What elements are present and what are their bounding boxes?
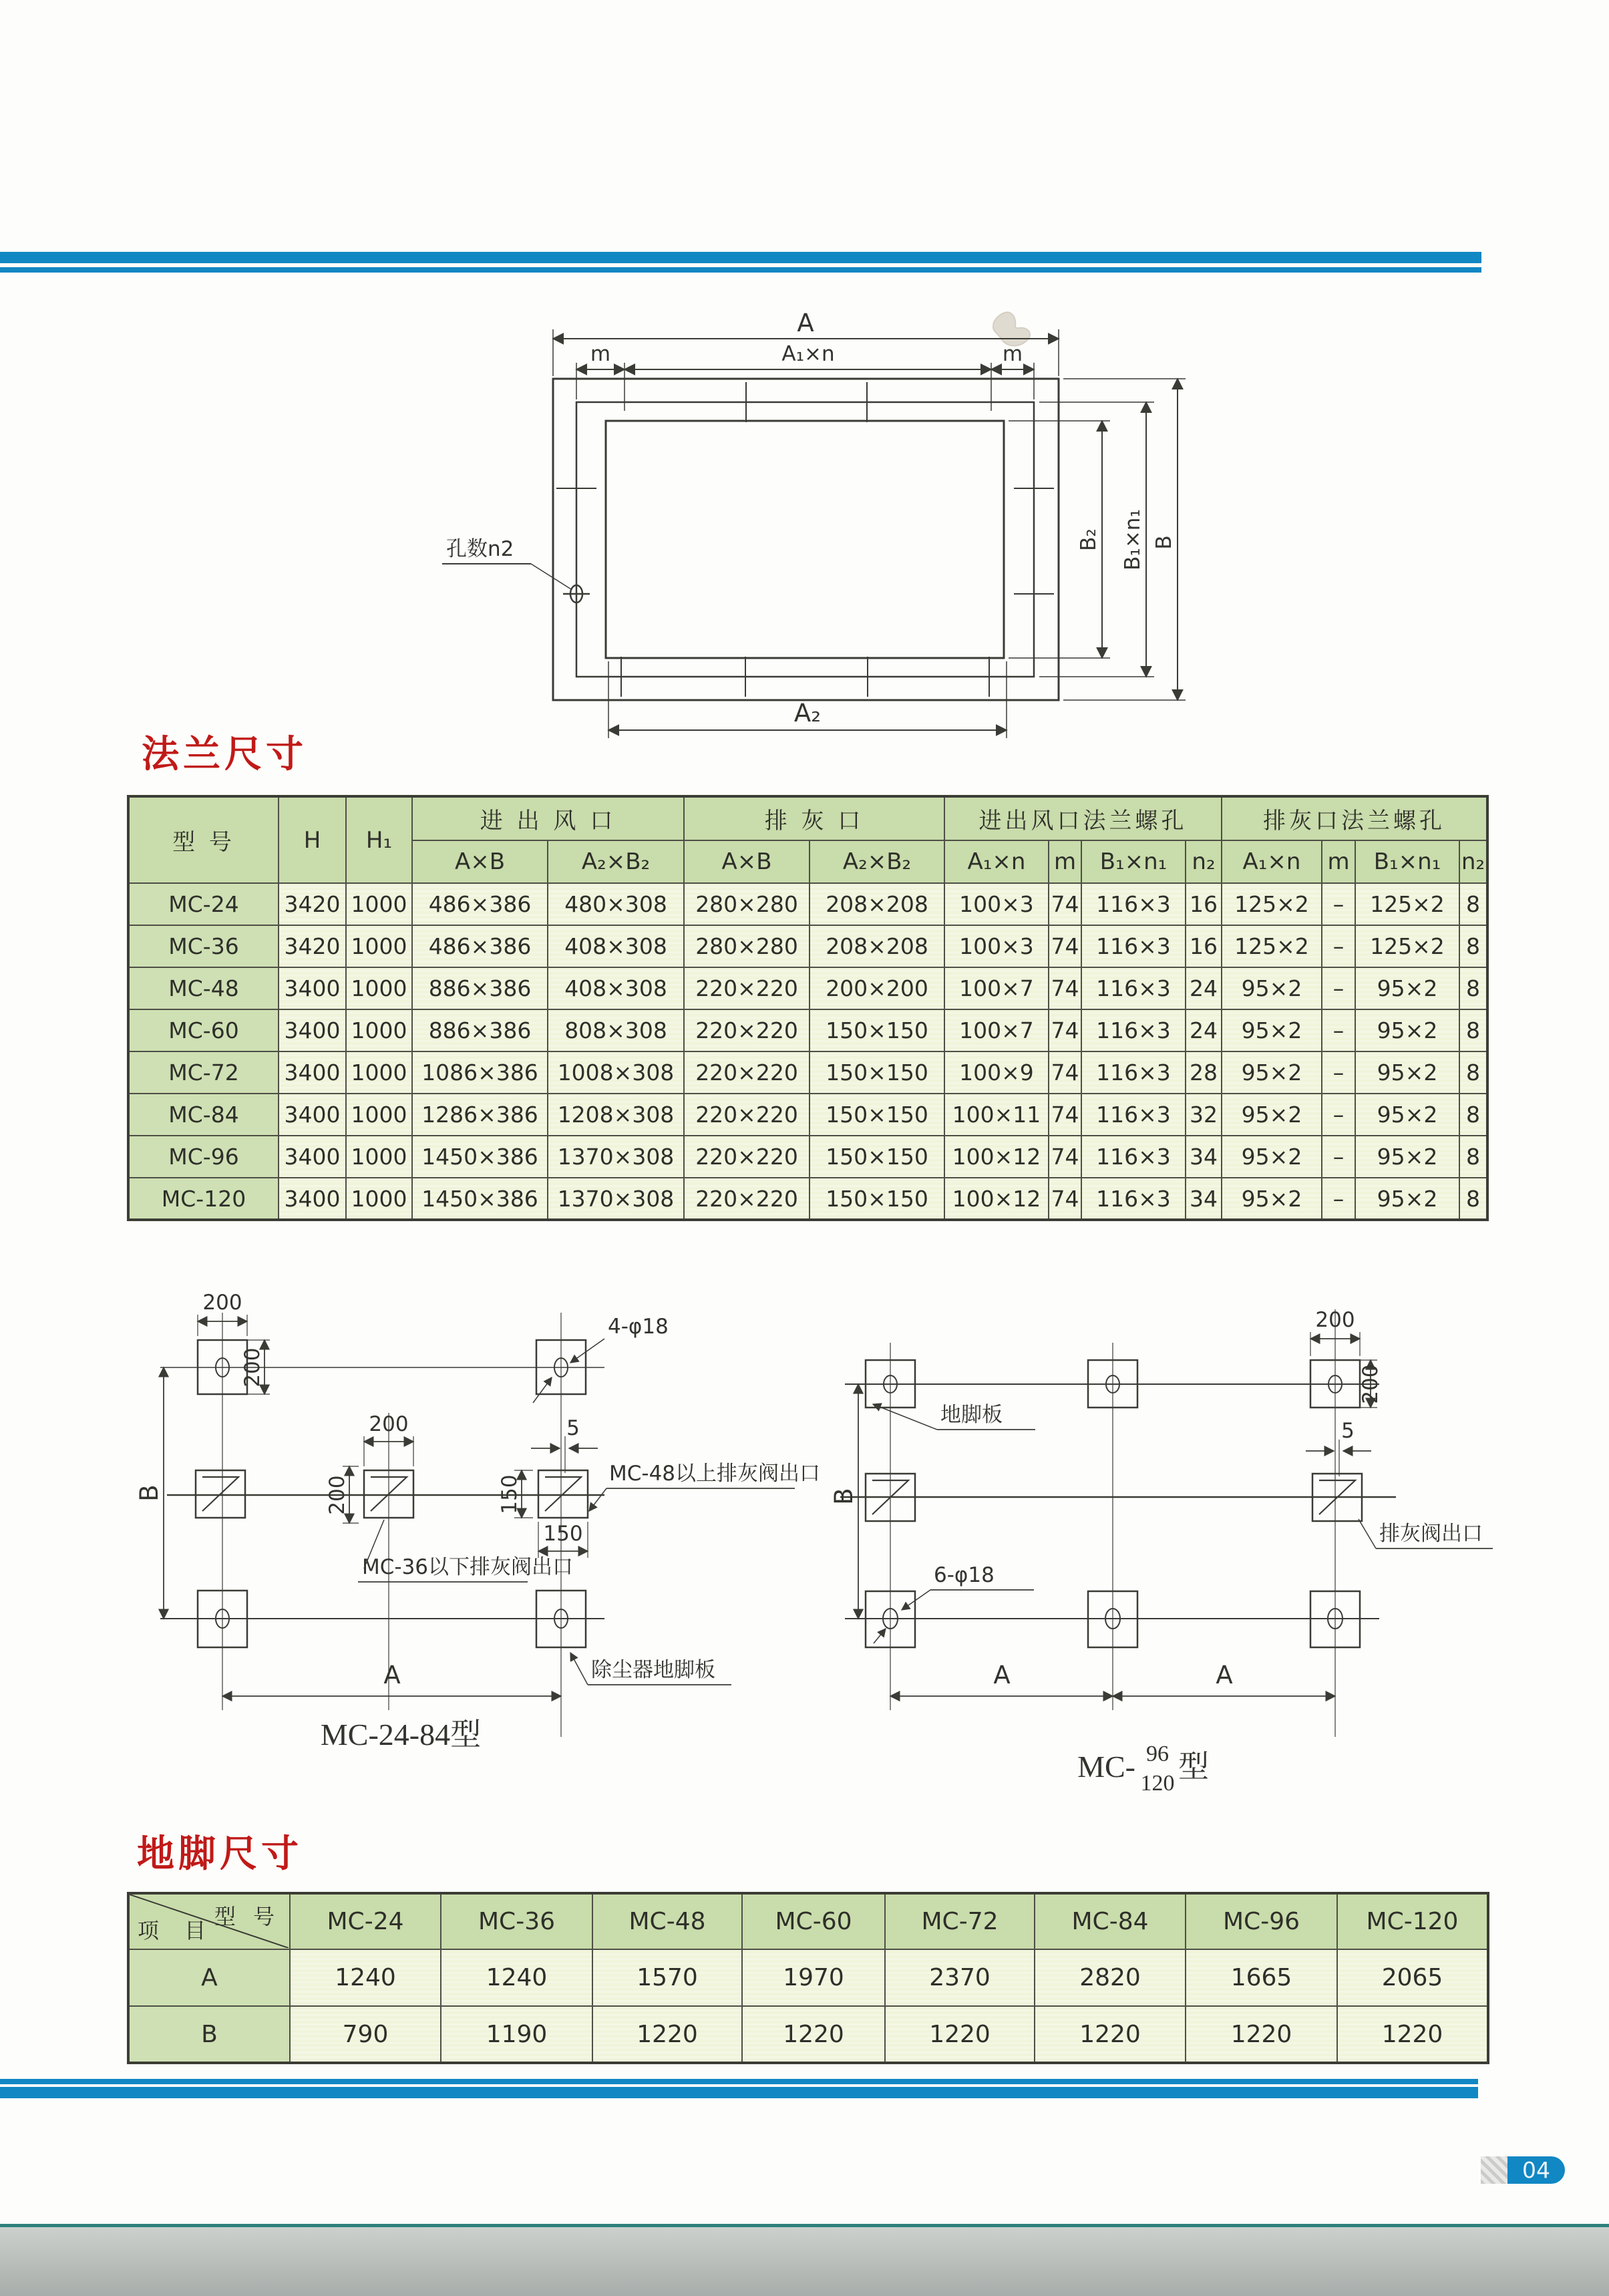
value-cell: 808×308 [548, 1009, 684, 1051]
value-cell: – [1322, 1051, 1355, 1094]
subcol-A1n-2: A₁×n [1222, 840, 1322, 883]
model-cell: MC-84 [128, 1094, 279, 1136]
value-cell: 8 [1459, 1051, 1487, 1094]
value-cell: 100×12 [944, 1178, 1049, 1220]
group-header-inlet-bolt: 进出风口法兰螺孔 [944, 796, 1222, 840]
flange-diagram [401, 281, 1236, 775]
value-cell: 8 [1459, 1178, 1487, 1220]
value-cell: 100×7 [944, 967, 1049, 1009]
value-cell: 3400 [279, 1094, 346, 1136]
dim-label-B: B [1152, 535, 1176, 550]
value-cell: 95×2 [1222, 967, 1322, 1009]
flange-table-body [128, 883, 1487, 1220]
subcol-AxB-2: A×B [684, 840, 810, 883]
col-header-H1: H₁ [346, 796, 412, 883]
value-cell: 95×2 [1222, 1178, 1322, 1220]
value-cell: 1220 [592, 2006, 742, 2063]
flange-table-row [128, 967, 1487, 1009]
dim-200: 200 [202, 1291, 242, 1315]
value-cell: 74 [1049, 883, 1081, 925]
value-cell: 1000 [346, 1009, 412, 1051]
value-cell: 125×2 [1355, 925, 1459, 967]
value-cell: 1286×386 [412, 1094, 548, 1136]
value-cell: 486×386 [412, 883, 548, 925]
dim-5: 5 [566, 1416, 580, 1440]
dim-A: A [993, 1661, 1011, 1689]
value-cell: 208×208 [810, 883, 944, 925]
dim-B: B [830, 1488, 858, 1505]
dim-200: 200 [325, 1475, 349, 1515]
value-cell: 32 [1186, 1094, 1222, 1136]
value-cell: 116×3 [1081, 967, 1186, 1009]
value-cell: 8 [1459, 967, 1487, 1009]
page-number-badge [1481, 2156, 1565, 2184]
subcol-m-1: m [1049, 840, 1081, 883]
value-cell: – [1322, 1009, 1355, 1051]
value-cell: 220×220 [684, 1178, 810, 1220]
corner-label-model: 型 号 [214, 1904, 280, 1929]
page-edge-shadow [0, 2227, 1609, 2296]
value-cell: 95×2 [1222, 1094, 1322, 1136]
value-cell: 1220 [1035, 2006, 1186, 2063]
dust-foot-plate-label: 除尘器地脚板 [591, 1658, 715, 1682]
corner-cell [128, 1893, 290, 1949]
value-cell: 220×220 [684, 1009, 810, 1051]
dim-200: 200 [1359, 1364, 1383, 1404]
value-cell: 3400 [279, 1136, 346, 1178]
value-cell: 3400 [279, 1051, 346, 1094]
dim-label-A2: A₂ [793, 699, 822, 727]
foundation-diagrams [134, 1269, 1536, 1804]
hole-spec-label: 6-φ18 [934, 1563, 995, 1587]
value-cell: 125×2 [1222, 925, 1322, 967]
model-cell: MC-48 [128, 967, 279, 1009]
flange-header-row-1 [128, 796, 1487, 840]
diagram-mc24-84 [135, 1291, 820, 1752]
flange-table-row [128, 1136, 1487, 1178]
value-cell: 2065 [1337, 1949, 1488, 2006]
flange-table [127, 795, 1489, 1221]
value-cell: 34 [1186, 1136, 1222, 1178]
value-cell: 408×308 [548, 925, 684, 967]
flange-table-row [128, 1094, 1487, 1136]
value-cell: 3400 [279, 967, 346, 1009]
value-cell: 8 [1459, 925, 1487, 967]
left-diagram-caption: MC-24-84型 [320, 1717, 482, 1752]
value-cell: 8 [1459, 1136, 1487, 1178]
subcol-AxB-1: A×B [412, 840, 548, 883]
top-stripe-thin [0, 267, 1481, 273]
value-cell: 150×150 [810, 1094, 944, 1136]
value-cell: 1665 [1186, 1949, 1337, 2006]
col-mc96: MC-96 [1186, 1893, 1337, 1949]
value-cell: 100×9 [944, 1051, 1049, 1094]
value-cell: 280×280 [684, 883, 810, 925]
value-cell: 2820 [1035, 1949, 1186, 2006]
value-cell: 28 [1186, 1051, 1222, 1094]
value-cell: 220×220 [684, 1136, 810, 1178]
value-cell: 74 [1049, 967, 1081, 1009]
right-caption-suffix: 型 [1178, 1750, 1209, 1784]
value-cell: 100×11 [944, 1094, 1049, 1136]
value-cell: – [1322, 1136, 1355, 1178]
value-cell: 95×2 [1355, 1094, 1459, 1136]
bottom-stripe-thick [0, 2087, 1478, 2098]
value-cell: 116×3 [1081, 925, 1186, 967]
dim-label-A1n: A₁×n [781, 342, 835, 366]
value-cell: 95×2 [1355, 1136, 1459, 1178]
value-cell: 220×220 [684, 967, 810, 1009]
mc36-valve-label: MC-36以下排灰阀出口 [362, 1555, 574, 1579]
model-cell: MC-120 [128, 1178, 279, 1220]
flange-table-row [128, 1009, 1487, 1051]
value-cell: 3400 [279, 1009, 346, 1051]
value-cell: 95×2 [1222, 1136, 1322, 1178]
right-caption-prefix: MC- [1077, 1750, 1135, 1784]
value-cell: 1450×386 [412, 1136, 548, 1178]
subcol-B1n1-1: B₁×n₁ [1081, 840, 1186, 883]
value-cell: 74 [1049, 1051, 1081, 1094]
value-cell: 8 [1459, 1094, 1487, 1136]
hole-count-label: 孔数n2 [446, 537, 514, 561]
value-cell: 1086×386 [412, 1051, 548, 1094]
value-cell: 74 [1049, 1009, 1081, 1051]
value-cell: 24 [1186, 1009, 1222, 1051]
value-cell: 1000 [346, 1094, 412, 1136]
value-cell: 34 [1186, 1178, 1222, 1220]
value-cell: 3400 [279, 1178, 346, 1220]
flange-table-row [128, 1178, 1487, 1220]
foundation-header-row [128, 1893, 1488, 1949]
right-caption-bottom: 120 [1140, 1771, 1175, 1796]
value-cell: 1240 [290, 1949, 441, 2006]
dim-label-m-right: m [1002, 342, 1023, 366]
foundation-table [127, 1892, 1489, 2064]
subcol-n2-2: n₂ [1459, 840, 1487, 883]
value-cell: 95×2 [1355, 1009, 1459, 1051]
value-cell: 150×150 [810, 1009, 944, 1051]
value-cell: 1000 [346, 1051, 412, 1094]
corner-label-item: 项 目 [138, 1918, 216, 1943]
value-cell: 95×2 [1355, 1178, 1459, 1220]
group-header-inlet-outlet: 进 出 风 口 [412, 796, 684, 840]
value-cell: 74 [1049, 1136, 1081, 1178]
value-cell: 24 [1186, 967, 1222, 1009]
value-cell: 95×2 [1222, 1009, 1322, 1051]
value-cell: – [1322, 1094, 1355, 1136]
value-cell: 3420 [279, 883, 346, 925]
dim-label-A: A [797, 309, 814, 337]
value-cell: 100×3 [944, 925, 1049, 967]
value-cell: 116×3 [1081, 1009, 1186, 1051]
dim-150: 150 [498, 1474, 522, 1514]
value-cell: 74 [1049, 1178, 1081, 1220]
value-cell: – [1322, 1178, 1355, 1220]
flange-table-row [128, 1051, 1487, 1094]
value-cell: 95×2 [1355, 1051, 1459, 1094]
col-mc36: MC-36 [441, 1893, 592, 1949]
col-mc84: MC-84 [1035, 1893, 1186, 1949]
value-cell: 100×12 [944, 1136, 1049, 1178]
value-cell: – [1322, 925, 1355, 967]
ink-smudge [993, 313, 1030, 346]
value-cell: 125×2 [1222, 883, 1322, 925]
col-mc120: MC-120 [1337, 1893, 1488, 1949]
diagram-mc96-120 [830, 1308, 1493, 1796]
value-cell: 1000 [346, 1178, 412, 1220]
subcol-A2xB2-2: A₂×B₂ [810, 840, 944, 883]
value-cell: 1570 [592, 1949, 742, 2006]
value-cell: 1220 [885, 2006, 1035, 2063]
group-header-ash-bolt: 排灰口法兰螺孔 [1222, 796, 1487, 840]
value-cell: 8 [1459, 1009, 1487, 1051]
dim-150: 150 [543, 1522, 583, 1546]
subcol-A2xB2-1: A₂×B₂ [548, 840, 684, 883]
dim-label-B2: B₂ [1077, 528, 1101, 551]
foundation-table-row [128, 2006, 1488, 2063]
dim-A: A [383, 1661, 401, 1689]
flange-table-row [128, 883, 1487, 925]
model-cell: MC-36 [128, 925, 279, 967]
value-cell: 486×386 [412, 925, 548, 967]
top-stripe-thick [0, 252, 1481, 263]
value-cell: 1240 [441, 1949, 592, 2006]
value-cell: 95×2 [1222, 1051, 1322, 1094]
page-number: 04 [1507, 2156, 1565, 2184]
value-cell: – [1322, 967, 1355, 1009]
value-cell: 220×220 [684, 1094, 810, 1136]
col-mc24: MC-24 [290, 1893, 441, 1949]
value-cell: 3420 [279, 925, 346, 967]
value-cell: 1000 [346, 925, 412, 967]
value-cell: – [1322, 883, 1355, 925]
subcol-n2-1: n₂ [1186, 840, 1222, 883]
badge-hatch-decor [1481, 2156, 1507, 2184]
col-header-model: 型 号 [128, 796, 279, 883]
foot-plate-label: 地脚板 [940, 1403, 1003, 1427]
foundation-table-body [128, 1949, 1488, 2063]
value-cell: 125×2 [1355, 883, 1459, 925]
dim-5: 5 [1341, 1419, 1355, 1443]
value-cell: 116×3 [1081, 1136, 1186, 1178]
value-cell: 220×220 [684, 1051, 810, 1094]
foundation-section-title: 地脚尺寸 [137, 1832, 303, 1876]
value-cell: 100×7 [944, 1009, 1049, 1051]
value-cell: 1450×386 [412, 1178, 548, 1220]
value-cell: 116×3 [1081, 883, 1186, 925]
col-mc48: MC-48 [592, 1893, 742, 1949]
value-cell: 1220 [742, 2006, 885, 2063]
value-cell: 116×3 [1081, 1094, 1186, 1136]
model-cell: MC-96 [128, 1136, 279, 1178]
dim-label-B1n1: B₁×n₁ [1121, 509, 1145, 570]
value-cell: 8 [1459, 883, 1487, 925]
value-cell: 116×3 [1081, 1051, 1186, 1094]
value-cell: 1220 [1337, 2006, 1488, 2063]
value-cell: 1000 [346, 1136, 412, 1178]
dim-200: 200 [1315, 1308, 1355, 1332]
valve-outlet-label: 排灰阀出口 [1379, 1522, 1483, 1546]
value-cell: 886×386 [412, 967, 548, 1009]
value-cell: 790 [290, 2006, 441, 2063]
value-cell: 480×308 [548, 883, 684, 925]
value-cell: 74 [1049, 1094, 1081, 1136]
dim-A: A [1216, 1661, 1233, 1689]
bottom-stripe-thin [0, 2079, 1478, 2084]
model-cell: MC-60 [128, 1009, 279, 1051]
dim-label-m-left: m [590, 342, 611, 366]
value-cell: 200×200 [810, 967, 944, 1009]
value-cell: 1008×308 [548, 1051, 684, 1094]
value-cell: 74 [1049, 925, 1081, 967]
subcol-A1n-1: A₁×n [944, 840, 1049, 883]
value-cell: 1370×308 [548, 1178, 684, 1220]
dim-200: 200 [240, 1347, 264, 1387]
value-cell: 150×150 [810, 1178, 944, 1220]
value-cell: 886×386 [412, 1009, 548, 1051]
value-cell: 150×150 [810, 1051, 944, 1094]
value-cell: 2370 [885, 1949, 1035, 2006]
value-cell: 1220 [1186, 2006, 1337, 2063]
value-cell: 16 [1186, 883, 1222, 925]
value-cell: 1370×308 [548, 1136, 684, 1178]
value-cell: 1970 [742, 1949, 885, 2006]
row-label-cell: B [128, 2006, 290, 2063]
col-mc72: MC-72 [885, 1893, 1035, 1949]
hole-spec-label: 4-φ18 [608, 1315, 669, 1339]
value-cell: 16 [1186, 925, 1222, 967]
model-cell: MC-72 [128, 1051, 279, 1094]
dim-200: 200 [369, 1412, 409, 1436]
subcol-m-2: m [1322, 840, 1355, 883]
value-cell: 280×280 [684, 925, 810, 967]
value-cell: 116×3 [1081, 1178, 1186, 1220]
flange-table-row [128, 925, 1487, 967]
value-cell: 1000 [346, 883, 412, 925]
row-label-cell: A [128, 1949, 290, 2006]
foundation-table-row [128, 1949, 1488, 2006]
value-cell: 1208×308 [548, 1094, 684, 1136]
value-cell: 408×308 [548, 967, 684, 1009]
dim-B: B [135, 1484, 164, 1502]
group-header-ash-port: 排 灰 口 [684, 796, 944, 840]
value-cell: 95×2 [1355, 967, 1459, 1009]
mc48-valve-label: MC-48以上排灰阀出口 [609, 1462, 821, 1486]
col-header-H: H [279, 796, 346, 883]
value-cell: 100×3 [944, 883, 1049, 925]
value-cell: 1000 [346, 967, 412, 1009]
flange-section-title: 法兰尺寸 [142, 733, 307, 776]
model-cell: MC-24 [128, 883, 279, 925]
value-cell: 208×208 [810, 925, 944, 967]
col-mc60: MC-60 [742, 1893, 885, 1949]
value-cell: 150×150 [810, 1136, 944, 1178]
subcol-B1n1-2: B₁×n₁ [1355, 840, 1459, 883]
right-caption-top: 96 [1146, 1742, 1169, 1766]
value-cell: 1190 [441, 2006, 592, 2063]
